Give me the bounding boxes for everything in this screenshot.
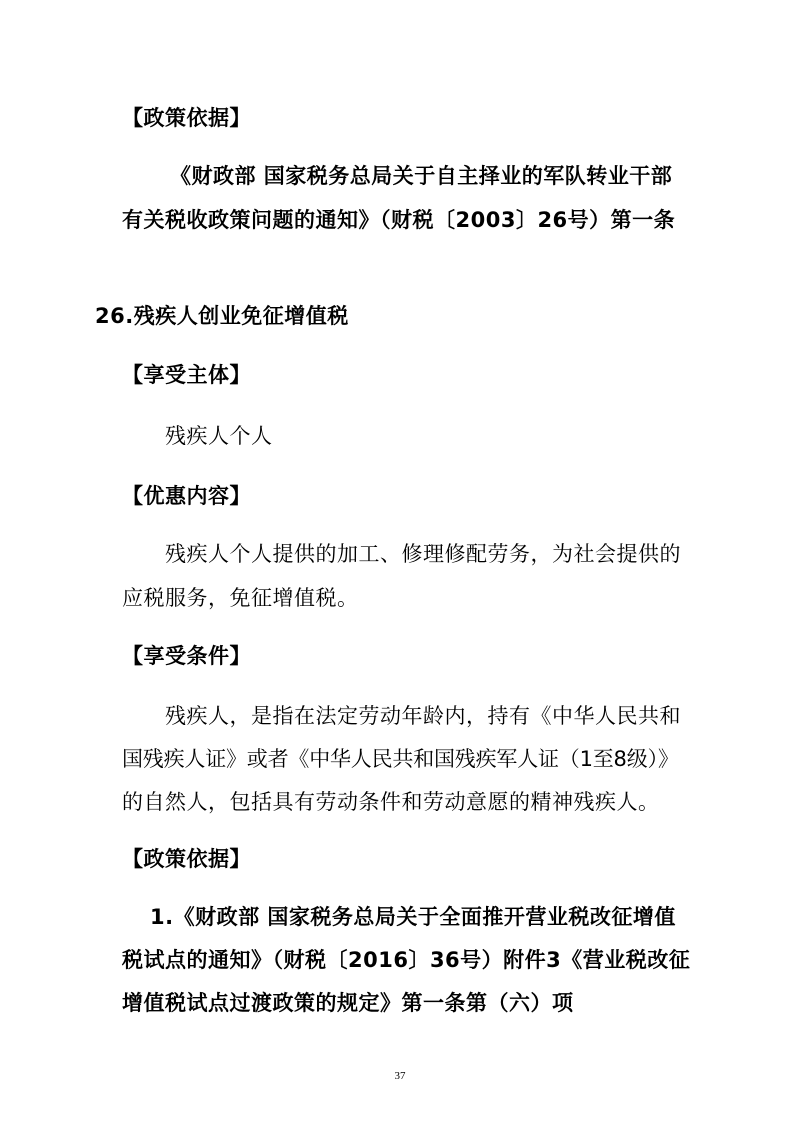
conditions-heading: 【享受条件】: [122, 644, 251, 668]
item-title: 26.残疾人创业免征增值税: [95, 304, 349, 328]
beneficiary-text: 残疾人个人: [165, 424, 273, 448]
page-number: 37: [394, 1070, 406, 1082]
policy-basis-text-line: 增值税试点过渡政策的规定》第一条第（六）项: [122, 991, 574, 1015]
benefit-text-line: 应税服务，免征增值税。: [122, 586, 359, 610]
benefit-heading: 【优惠内容】: [122, 484, 251, 508]
policy-basis-text-line: 有关税收政策问题的通知》（财税〔2003〕26号）第一条: [122, 208, 676, 232]
conditions-text-line: 国残疾人证》或者《中华人民共和国残疾军人证（1至8级）》: [122, 747, 679, 771]
policy-basis-heading: 【政策依据】: [122, 106, 251, 130]
conditions-text-line: 的自然人，包括具有劳动条件和劳动意愿的精神残疾人。: [122, 790, 660, 814]
policy-basis-heading: 【政策依据】: [122, 847, 251, 871]
benefit-text-line: 残疾人个人提供的加工、修理修配劳务，为社会提供的: [165, 542, 681, 566]
beneficiary-heading: 【享受主体】: [122, 363, 251, 387]
policy-basis-text-line: 1.《财政部 国家税务总局关于全面推开营业税改征增值: [150, 905, 676, 929]
policy-basis-text-line: 税试点的通知》（财税〔2016〕36号）附件3《营业税改征: [122, 948, 691, 972]
conditions-text-line: 残疾人，是指在法定劳动年龄内，持有《中华人民共和: [165, 704, 681, 728]
policy-basis-text-line: 《财政部 国家税务总局关于自主择业的军队转业干部: [170, 164, 673, 188]
